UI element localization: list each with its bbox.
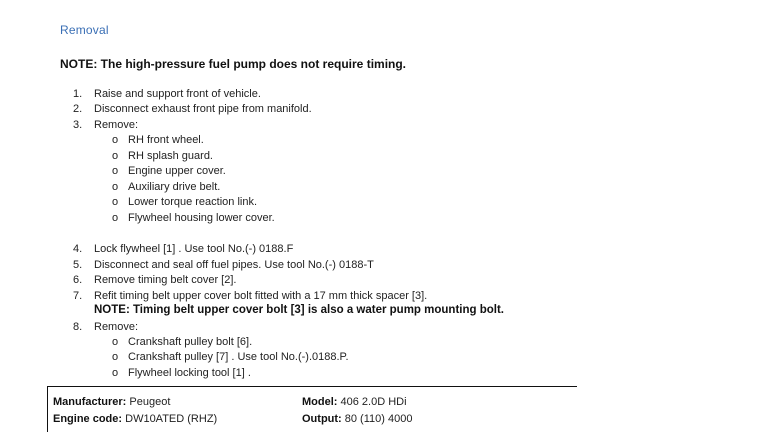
footer-divider <box>47 386 577 387</box>
engine-code-label: Engine code: <box>53 413 123 425</box>
step-number: 3. <box>73 119 83 131</box>
manufacturer-value: Peugeot <box>129 396 171 408</box>
step-text: Remove timing belt cover [2]. <box>94 274 237 286</box>
bullet-icon: o <box>112 367 119 379</box>
bullet-icon: o <box>112 165 119 177</box>
model-field <box>302 396 407 408</box>
step-text: Remove: <box>94 321 139 333</box>
sub-item-text: Flywheel locking tool [1] . <box>128 367 251 379</box>
bullet-icon: o <box>112 181 119 193</box>
model-value: 406 2.0D HDi <box>340 396 407 408</box>
sub-item-text: Crankshaft pulley bolt [6]. <box>128 336 253 348</box>
sub-item-text: Engine upper cover. <box>128 165 226 177</box>
sub-item-text: Crankshaft pulley [7] . Use tool No.(-).0188.P. <box>128 351 349 363</box>
step-number: 7. <box>73 290 83 302</box>
manufacturer-field <box>53 396 170 408</box>
step-text: Raise and support front of vehicle. <box>94 88 261 100</box>
step-number: 5. <box>73 259 83 271</box>
bullet-icon: o <box>112 196 119 208</box>
section-title: Removal <box>60 23 109 37</box>
bullet-icon: o <box>112 134 119 146</box>
sub-item-text: RH splash guard. <box>128 150 213 162</box>
output-label: Output: <box>302 413 342 425</box>
step-text: Disconnect and seal off fuel pipes. Use tool No.(-) 0188-T <box>94 259 374 271</box>
inline-note-text: NOTE: Timing belt upper cover bolt [3] is also a water pump mounting bolt. <box>94 304 504 316</box>
step-text: Disconnect exhaust front pipe from manifold. <box>94 103 312 115</box>
engine-code-value: DW10ATED (RHZ) <box>125 413 218 425</box>
top-note: NOTE: The high-pressure fuel pump does not require timing. <box>60 57 407 71</box>
step-number: 2. <box>73 103 83 115</box>
step-text: Lock flywheel [1] . Use tool No.(-) 0188.F <box>94 243 294 255</box>
sub-item-text: Auxiliary drive belt. <box>128 181 221 193</box>
output-value: 80 (110) 4000 <box>344 413 413 425</box>
sub-item-text: RH front wheel. <box>128 134 204 146</box>
step-text: Refit timing belt upper cover bolt fitted with a 17 mm thick spacer [3]. <box>94 290 428 302</box>
bullet-icon: o <box>112 212 119 224</box>
engine-code-field <box>53 413 217 425</box>
step-number: 1. <box>73 88 83 100</box>
bullet-icon: o <box>112 336 119 348</box>
sub-item-text: Flywheel housing lower cover. <box>128 212 275 224</box>
output-field <box>302 413 412 425</box>
manufacturer-label: Manufacturer: <box>53 396 127 408</box>
step-text: Remove: <box>94 119 139 131</box>
step-number: 6. <box>73 274 83 286</box>
step-number: 4. <box>73 243 83 255</box>
sub-item-text: Lower torque reaction link. <box>128 196 258 208</box>
bullet-icon: o <box>112 150 119 162</box>
step-number: 8. <box>73 321 83 333</box>
model-label: Model: <box>302 396 338 408</box>
bullet-icon: o <box>112 351 119 363</box>
footer-border <box>47 386 48 432</box>
